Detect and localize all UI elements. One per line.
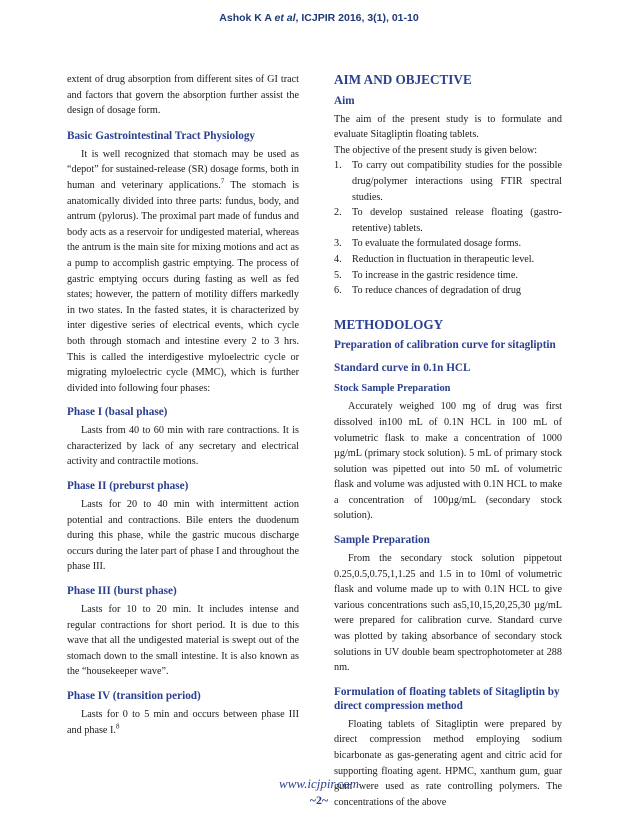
intro-paragraph: extent of drug absorption from different sites of GI tract and factors that govern the absorption further assist the design of dosage form.: [67, 74, 299, 117]
list-item: 1. To carry out compatibility studies for the possible drug/polymer interactions using FTIR spectral studies.: [334, 160, 562, 203]
list-item: 2. To develop sustained release floating (gastro-retentive) tablets.: [334, 207, 562, 234]
aim-paragraph: The aim of the present study is to formulate and evaluate Sitagliptin floating tablets.: [334, 113, 562, 141]
phase3-paragraph: Lasts for 10 to 20 min. It includes intense and regular contractions for short period. It is due to this wave that all the undigested material is swept out of the stomach down to the small intestine. It is also known as the “housekeeper wave”.: [67, 604, 299, 678]
list-item: 3. To evaluate the formulated dosage forms.: [334, 238, 522, 250]
phase1-heading: Phase I (basal phase): [67, 406, 168, 419]
calibration-heading: Preparation of calibration curve for sitagliptin: [334, 339, 556, 352]
left-column: [67, 72, 299, 738]
methodology-heading: METHODOLOGY: [334, 316, 444, 332]
formulation-heading: Formulation of floating tablets of Sitagliptin by direct compression method: [334, 685, 560, 712]
header-authors: Ashok K A: [219, 12, 272, 24]
list-item: 5. To increase in the gastric residence time.: [334, 269, 518, 281]
sample-preparation-heading: Sample Preparation: [334, 534, 430, 547]
stock-sample-paragraph: Accurately weighed 100 mg of drug was first dissolved in100 mL of 0.1N HCL in 100 mL of volumetric flask to make a concentration of 1000 µg/mL (primary stock solution). 5 mL of primary stock solution was pipetted out into 50 mL of volumetric flask and volume was adjusted with 0.1N HCL to make a concentration of 100µg/mL (secondary stock solution).: [334, 401, 562, 522]
physiology-text-a: It is well recognized that stomach may be used as “depot” for sustained-release (SR) dosage forms, both in human and veterinary applications.: [67, 148, 299, 191]
header-citation: , ICJPIR 2016, 3(1), 01-10: [295, 12, 419, 24]
phase4-heading: Phase IV (transition period): [67, 690, 201, 702]
list-item: 6. To reduce chances of degradation of drug: [334, 285, 522, 297]
phase2-heading: Phase II (preburst phase): [67, 480, 189, 493]
list-item: 4. Reduction in fluctuation in therapeutic level.: [334, 253, 535, 265]
objective-intro: The objective of the present study is given below:: [334, 144, 538, 156]
sample-preparation-paragraph: From the secondary stock solution pippetout 0.25,0.5,0.75,1,1.25 and 1.5 in to 10ml of volumetric flask and volume made up to with 0.1N HCL to give various concentrations such as5,10,15,20,25,30 µg/mL were prepared for calibration curve. Standard curve was plotted by taking absorbance of secondary stock solutions in UV double beam spectrophotometer at 288 nm.: [334, 553, 562, 674]
footer-url: www.icjpir.com: [279, 776, 359, 791]
aim-heading: Aim: [334, 94, 355, 107]
standard-curve-heading: Standard curve in 0.1n HCL: [334, 362, 471, 375]
header-etal: et al: [274, 12, 296, 24]
physiology-heading: Basic Gastrointestinal Tract Physiology: [67, 129, 256, 142]
objective-list: [334, 158, 562, 298]
running-header: [0, 12, 638, 24]
phase4-ref: 8: [115, 722, 120, 731]
physiology-paragraph: [67, 147, 299, 397]
physiology-text-b: The stomach is anatomically divided into three parts: fundus, body, and antrum (pylorus). The proximal part made of fundus and body acts as a reservoir for undigested material, whereas the antrum is the main site for mixing motions and act as a pump to accomplish gastric emptying. The process of gastric emptying occurs during fasting as well as fed states; however, the pattern of motility differs markedly in two states. In the fasted states, it is characterized by inter digestive series of electrical events, which cycle both through stomach and intestine every 2 to 3 hrs. This is called the interdigestive myloelectric cycle or migrating myloelectric cycle (MMC), which is further divided into following four phases:: [67, 179, 299, 394]
phase3-heading: Phase III (burst phase): [67, 585, 177, 598]
right-column: [334, 72, 562, 810]
phase2-paragraph: Lasts for 20 to 40 min with intermittent action potential and contractions. Bile enters the duodenum during this phase, while the gastric mucous discharge occurs during the later part of phase I and throughout the phase III.: [67, 499, 299, 573]
phase1-paragraph: Lasts from 40 to 60 min with rare contractions. It is characterized by lack of any secretary and electrical activity and contractile motions.: [67, 425, 299, 468]
phase4-text: Lasts for 0 to 5 min and occurs between phase III and phase I.: [67, 709, 299, 736]
page-number: ~2~: [309, 793, 329, 807]
stock-sample-heading: Stock Sample Preparation: [334, 383, 451, 395]
formulation-paragraph: Floating tablets of Sitagliptin were prepared by direct compression method employing sodium bicarbonate as gas-generating agent and citric acid for supporting floating agent. HPMC, xanthum gum, guar gum were used as rate controlling polymers. The concentrations of the above: [334, 718, 562, 808]
aim-objective-heading: AIM AND OBJECTIVE: [334, 72, 472, 87]
phase4-paragraph: [67, 707, 299, 738]
physiology-ref: 7: [220, 177, 225, 186]
